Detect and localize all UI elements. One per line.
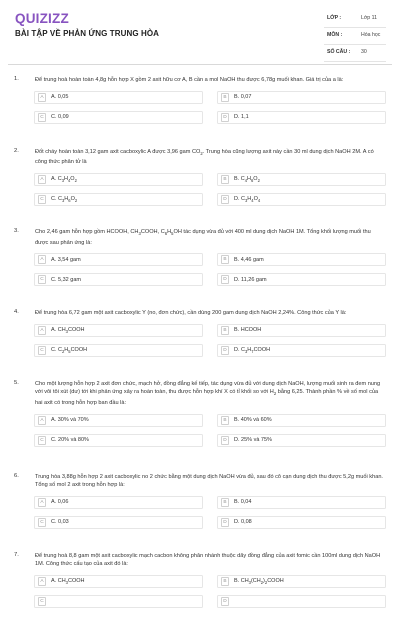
meta-value: Hóa học	[361, 32, 381, 38]
option-text: C. $C_3H_6O_2$	[51, 195, 78, 203]
option-letter-box: A	[38, 175, 46, 184]
option-letter-box: C	[38, 346, 46, 355]
option-text: B. 0,04	[234, 499, 252, 506]
option-text: D. $C_3H_4O_4$	[234, 195, 261, 203]
page-header	[0, 0, 400, 62]
question-number: 5.	[14, 379, 19, 386]
option-text: B. $CH_3(CH_2)_2COOH$	[234, 578, 284, 586]
option-letter-box: B	[221, 498, 229, 507]
answer-option[interactable]	[217, 173, 386, 186]
answer-options	[34, 575, 386, 608]
answer-option[interactable]	[34, 193, 203, 206]
option-row	[34, 575, 386, 588]
question-text: Để trung hoà 8,8 gam một axit cacboxylic mạch cacbon không phân nhánh thuộc dãy đồng đẳng của axit fomic cần 100ml dung dịch NaOH 1M. Công thức cấu tạo của axit đó là:	[35, 552, 381, 568]
answer-option[interactable]	[217, 414, 386, 427]
answer-option[interactable]	[34, 595, 203, 608]
option-text: B. $C_4H_6O_2$	[234, 175, 260, 183]
meta-value: Lớp 11	[361, 15, 377, 21]
option-letter-box: D	[221, 346, 229, 355]
answer-option[interactable]	[34, 434, 203, 447]
meta-info	[324, 12, 386, 63]
option-letter-box: D	[221, 597, 229, 606]
question-item	[0, 380, 400, 447]
answer-option[interactable]	[34, 324, 203, 337]
question-item	[0, 76, 400, 124]
option-letter-box: D	[221, 436, 229, 445]
question-item	[0, 228, 400, 286]
option-letter-box: A	[38, 498, 46, 507]
answer-option[interactable]	[217, 434, 386, 447]
answer-option[interactable]	[217, 575, 386, 588]
option-text: A. $CH_3COOH$	[51, 326, 85, 334]
option-row	[34, 193, 386, 206]
question-number: 2.	[14, 147, 19, 154]
meta-value: 30	[361, 49, 367, 55]
option-letter-box: C	[38, 597, 46, 606]
question-number: 1.	[14, 76, 19, 82]
option-letter-box: A	[38, 577, 46, 586]
option-row	[34, 111, 386, 124]
option-text: C. 0,03	[51, 519, 69, 526]
option-letter-box: C	[38, 195, 46, 204]
option-text: C. $C_2H_5COOH$	[51, 346, 88, 354]
answer-options	[34, 91, 386, 124]
option-text: B. 0,07	[234, 94, 252, 101]
option-text: B. 4,46 gam	[234, 256, 264, 263]
option-text: C. 5,32 gam	[51, 276, 81, 283]
option-letter-box: B	[221, 416, 229, 425]
meta-label: MÔN :	[327, 32, 343, 38]
answer-option[interactable]	[34, 496, 203, 509]
option-letter-box: C	[38, 518, 46, 527]
option-row	[34, 496, 386, 509]
option-letter-box: A	[38, 255, 46, 264]
option-row	[34, 273, 386, 286]
option-row	[34, 344, 386, 357]
option-letter-box: C	[38, 436, 46, 445]
option-text: B. HCOOH	[234, 327, 262, 334]
option-text: C. 20% và 80%	[51, 437, 89, 444]
answer-option[interactable]	[34, 253, 203, 266]
option-text: C. 0,09	[51, 114, 69, 121]
answer-option[interactable]	[217, 273, 386, 286]
question-text: Đốt cháy hoàn toàn 3,12 gam axit cacboxylic A được 3,96 gam $CO_2$. Trung hòa cũng lượng axit này cần 30 ml dung dịch NaOH 2M. A có công thức phân tử là	[35, 148, 374, 166]
option-text: A. 30% và 70%	[51, 417, 89, 424]
answer-option[interactable]	[34, 414, 203, 427]
option-letter-box: A	[38, 93, 46, 102]
answer-option[interactable]	[34, 111, 203, 124]
option-row	[34, 253, 386, 266]
question-number: 3.	[14, 227, 19, 234]
option-text: A. 0,05	[51, 94, 69, 101]
answer-option[interactable]	[217, 253, 386, 266]
question-text: Cho 2,46 gam hỗn hợp gồm HCOOH, $CH_3COOH$, $C_6H_5OH$ tác dụng vừa đủ với 400 ml dung dịch NaOH 1M. Tổng khối lượng muối thu được sau phản ứng là:	[35, 228, 371, 246]
option-letter-box: D	[221, 518, 229, 527]
option-row	[34, 414, 386, 427]
question-text: Trung hòa 3,88g hỗn hợp 2 axit cacboxylic no 2 chức bằng một dung dịch NaOH vừa đủ, sau đó cô cạn dung dịch thu được 5,2g muối khan. Tổng số mol 2 axit trong hỗn hợp là:	[35, 473, 383, 489]
option-row	[34, 434, 386, 447]
option-letter-box: D	[221, 275, 229, 284]
answer-option[interactable]	[34, 173, 203, 186]
question-number: 6.	[14, 472, 19, 479]
answer-option[interactable]	[217, 111, 386, 124]
question-number: 7.	[14, 551, 19, 558]
question-item	[0, 148, 400, 206]
question-number: 4.	[14, 309, 19, 316]
answer-option[interactable]	[217, 193, 386, 206]
option-text: D. $C_3H_7COOH$	[234, 346, 271, 354]
option-letter-box: C	[38, 113, 46, 122]
option-text: A. $C_3H_4O_2$	[51, 175, 77, 183]
answer-option[interactable]	[217, 496, 386, 509]
question-list	[0, 76, 400, 628]
meta-label: SỐ CÂU :	[327, 49, 351, 55]
question-text: Cho một lượng hỗn hợp 2 axit đơn chức, mạch hở, đồng đẳng kế tiếp, tác dụng vừa đủ với dung dịch NaOH, lượng muối sinh ra đem nung với vôi tôi xút (dư) tới khi phản ứng xảy ra hoàn toàn, thu được hỗn hợp khí X có tỉ khối so với $H_2$ bằng 6,25. Thành phần % về số mol của hai axit có trong hỗn hợp ban đầu là:	[35, 380, 381, 407]
answer-option[interactable]	[217, 324, 386, 337]
option-letter-box: B	[221, 577, 229, 586]
option-text: A. $CH_3COOH$	[51, 578, 85, 586]
answer-options	[34, 324, 386, 357]
question-text: Để trung hòa 6,72 gam một axit cacboxylic Y (no, đơn chức), cần dùng 200 gam dung dịch NaOH 2,24%. Công thức của Y là:	[35, 310, 347, 317]
answer-option[interactable]	[34, 273, 203, 286]
question-item	[0, 309, 400, 357]
header-divider	[8, 64, 392, 65]
option-text: D. 1,1	[234, 114, 249, 121]
answer-option[interactable]	[34, 516, 203, 529]
page-title: BÀI TẬP VỀ PHẢN ỨNG TRUNG HÒA	[15, 29, 160, 38]
answer-option[interactable]	[34, 344, 203, 357]
meta-row-count	[324, 46, 386, 62]
question-text: Để trung hoà hoàn toàn 4,8g hỗn hợp X gồm 2 axit hữu cơ A, B cần a mol NaOH thu được 6,78g muối khan. Giá trị của a là:	[35, 77, 344, 83]
answer-option[interactable]	[217, 91, 386, 104]
option-row	[34, 173, 386, 186]
option-letter-box: B	[221, 175, 229, 184]
option-text: B. 40% và 60%	[234, 417, 272, 424]
answer-options	[34, 253, 386, 286]
option-row	[34, 91, 386, 104]
option-row	[34, 516, 386, 529]
option-letter-box: B	[221, 255, 229, 264]
option-text: A. 3,54 gam	[51, 256, 81, 263]
option-text: D. 11,26 gam	[234, 276, 267, 283]
answer-options	[34, 496, 386, 529]
answer-option[interactable]	[34, 575, 203, 588]
option-letter-box: B	[221, 326, 229, 335]
answer-options	[34, 414, 386, 447]
meta-row-grade	[324, 12, 386, 28]
quizizz-logo: QUIZIZZ	[15, 11, 69, 26]
option-text: D. 0,08	[234, 519, 252, 526]
answer-option[interactable]	[217, 595, 386, 608]
option-letter-box: A	[38, 326, 46, 335]
option-letter-box: C	[38, 275, 46, 284]
question-item	[0, 473, 400, 529]
meta-label: LỚP :	[327, 15, 342, 21]
answer-option[interactable]	[34, 91, 203, 104]
option-text: A. 0,06	[51, 499, 69, 506]
option-letter-box: D	[221, 113, 229, 122]
meta-row-subject	[324, 29, 386, 45]
option-letter-box: A	[38, 416, 46, 425]
answer-options	[34, 173, 386, 206]
option-row	[34, 595, 386, 608]
option-letter-box: D	[221, 195, 229, 204]
option-text: D. 25% và 75%	[234, 437, 272, 444]
option-row	[34, 324, 386, 337]
answer-option[interactable]	[217, 516, 386, 529]
option-letter-box: B	[221, 93, 229, 102]
answer-option[interactable]	[217, 344, 386, 357]
